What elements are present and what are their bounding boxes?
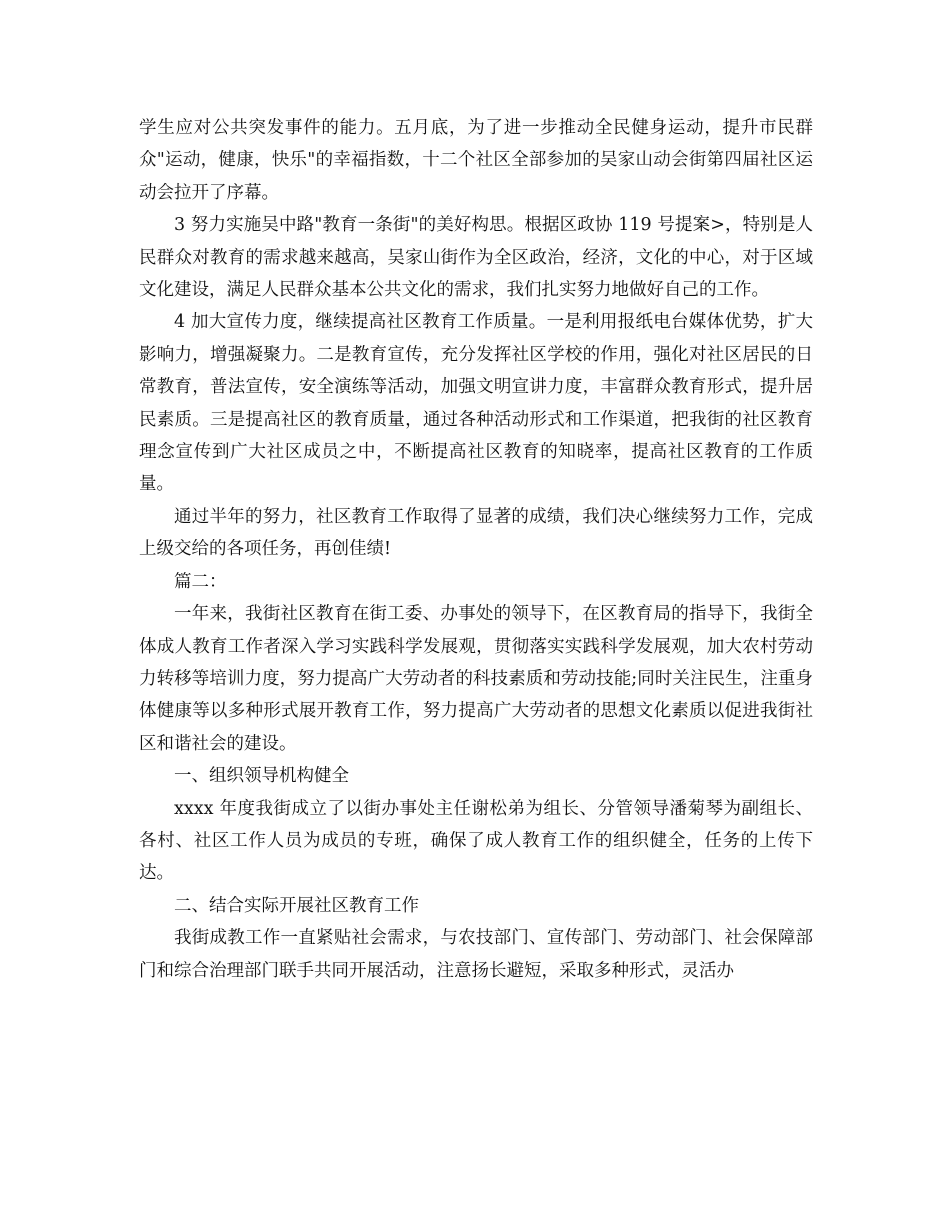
paragraph-1: 学生应对公共突发事件的能力。五月底，为了进一步推动全民健身运动，提升市民群众"运动，健康，快乐"的幸福指数，十二个社区全部参加的吴家山动会街第四届社区运动会拉开了序幕。 (139, 118, 813, 203)
paragraph-6: 一年来，我街社区教育在街工委、办事处的领导下，在区教育局的指导下，我街全体成人教育工作者深入学习实践科学发展观，贯彻落实实践科学发展观，加大农村劳动力转移等培训力度，努力提高广大劳动者的科技素质和劳动技能;同时关注民生，注重身体健康等以多种形式展开教育工作，努力提高广大劳动者的思想文化素质以促进我街社区和谐社会的建设。 (139, 604, 813, 754)
paragraph-8: xxxx 年度我街成立了以街办事处主任谢松弟为组长、分管领导潘菊琴为副组长、各村、社区工作人员为成员的专班，确保了成人教育工作的组织健全，任务的上传下达。 (139, 798, 813, 884)
section-heading-community-education: 二、结合实际开展社区教育工作 (174, 895, 419, 916)
paragraph-4: 通过半年的努力，社区教育工作取得了显著的成绩，我们决心继续努力工作，完成上级交给的各项任务，再创佳绩! (139, 506, 813, 560)
paragraph-10: 我街成教工作一直紧贴社会需求，与农技部门、宣传部门、劳动部门、社会保障部门和综合治理部门联手共同开展活动，注意扬长避短，采取多种形式，灵活办 (139, 928, 813, 981)
section-heading-organization: 一、组织领导机构健全 (174, 766, 349, 787)
section-heading-part-two: 篇二： (174, 571, 227, 592)
paragraph-2: 3 努力实施吴中路"教育一条街"的美好构思。根据区政协 119 号提案>，特别是人民群众对教育的需求越来越高，吴家山街作为全区政治，经济，文化的中心，对于区域文化建设，满足人民群众基本公共文化的需求，我们扎实努力地做好自己的工作。 (139, 215, 813, 301)
document-body (139, 112, 813, 987)
paragraph-3: 4 加大宣传力度，继续提高社区教育工作质量。一是利用报纸电台媒体优势，扩大影响力，增强凝聚力。二是教育宣传，充分发挥社区学校的作用，强化对社区居民的日常教育，普法宣传，安全演练等活动，加强文明宣讲力度，丰富群众教育形式，提升居民素质。三是提高社区的教育质量，通过各种活动形式和工作渠道，把我街的社区教育理念宣传到广大社区成员之中，不断提高社区教育的知晓率，提高社区教育的工作质量。 (139, 312, 813, 495)
